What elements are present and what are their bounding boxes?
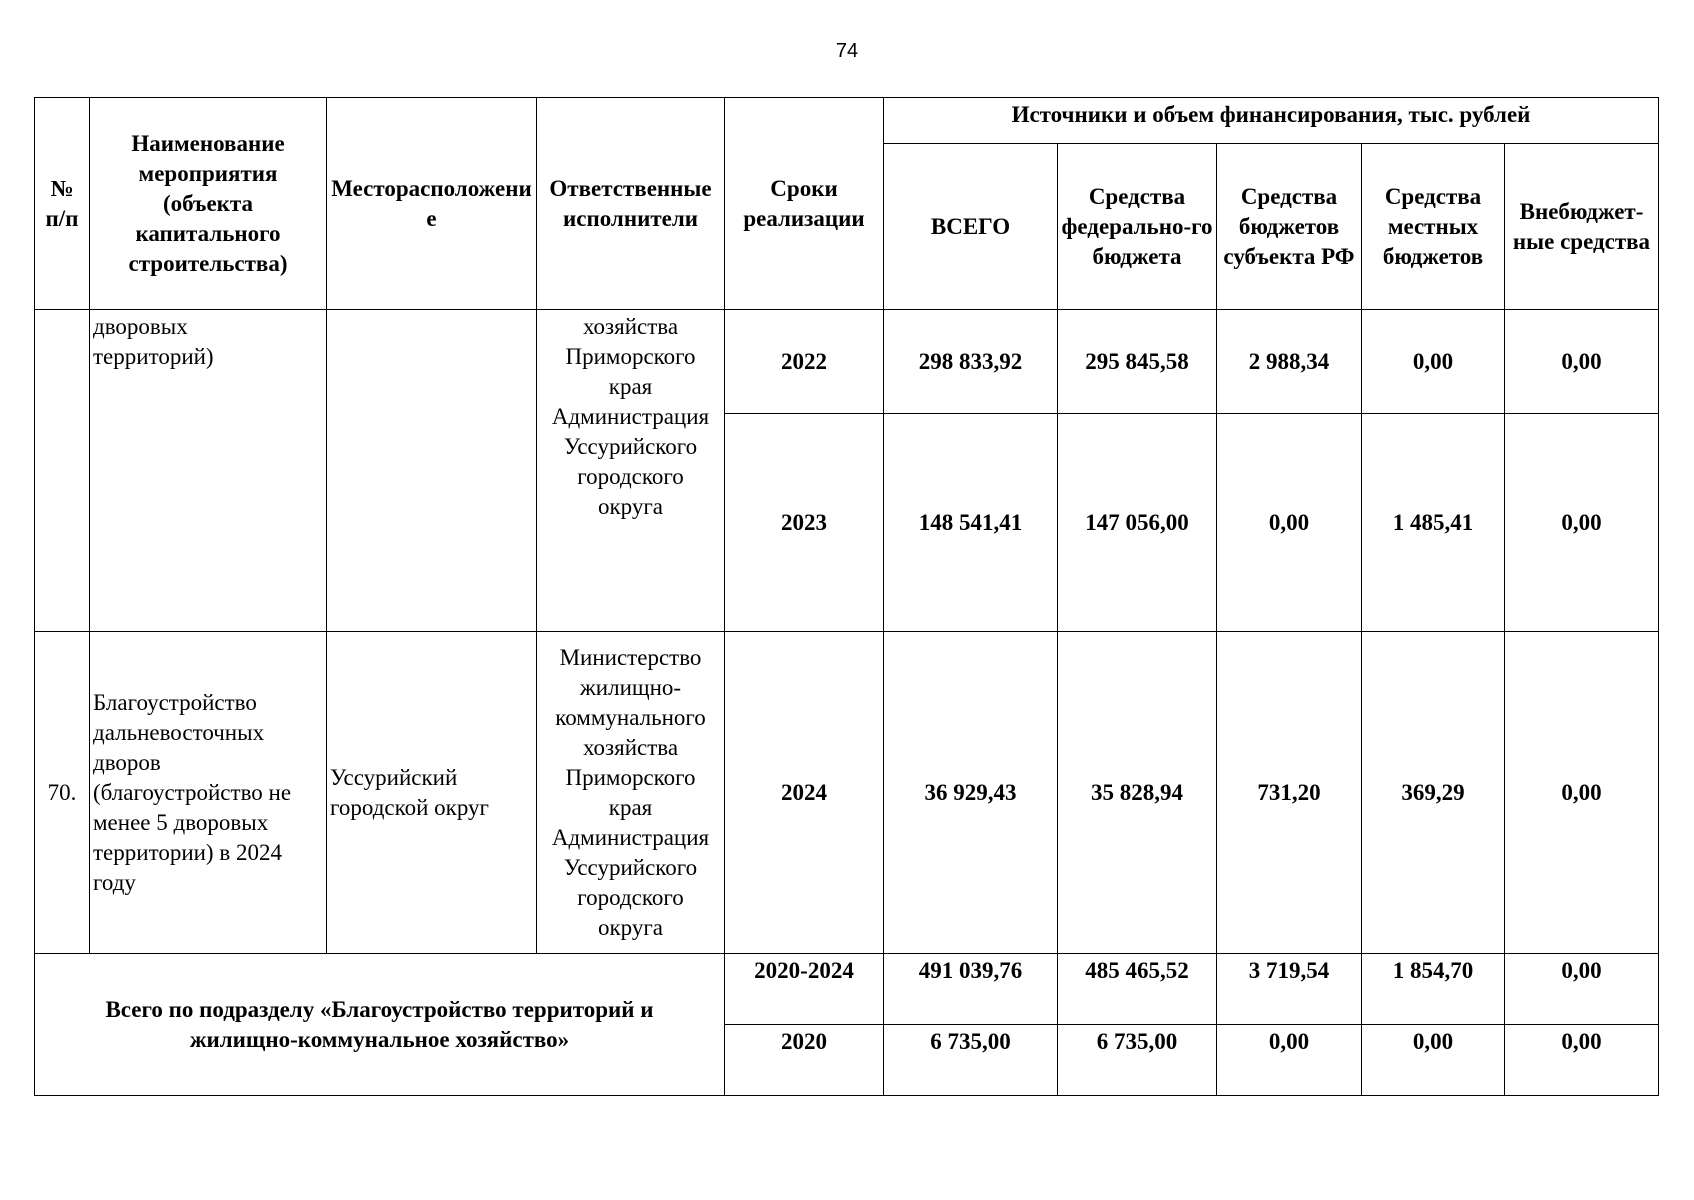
subtotal-period-2020: 2020 [725, 1025, 884, 1096]
cont-2023-regional: 0,00 [1217, 414, 1362, 632]
cont-2022-regional: 2 988,34 [1217, 310, 1362, 414]
table-row [35, 310, 1659, 414]
cont-2023-local: 1 485,41 [1362, 414, 1505, 632]
header-location: Месторасположение [327, 98, 537, 310]
subtotal-2020-extra: 0,00 [1505, 1025, 1659, 1096]
row70-responsible: Министерство жилищно- коммунального хозяйства Приморского края Администрация Уссурийского городского округа [537, 632, 725, 954]
cont-location [327, 310, 537, 632]
subtotal-label: Всего по подразделу «Благоустройство территорий и жилищно-коммунальное хозяйство» [35, 954, 725, 1096]
table-row [35, 954, 1659, 1025]
cont-2022-federal: 295 845,58 [1058, 310, 1217, 414]
header-extra: Внебюджет-ные средства [1505, 144, 1659, 310]
row70-name: Благоустройство дальневосточных дворов (благоустройство не менее 5 дворовых территории) в 2024 году [90, 632, 327, 954]
cont-2023-extra: 0,00 [1505, 414, 1659, 632]
row70-year: 2024 [725, 632, 884, 954]
subtotal-all-regional: 3 719,54 [1217, 954, 1362, 1025]
subtotal-2020-local: 0,00 [1362, 1025, 1505, 1096]
subtotal-all-federal: 485 465,52 [1058, 954, 1217, 1025]
subtotal-all-local: 1 854,70 [1362, 954, 1505, 1025]
subtotal-all-extra: 0,00 [1505, 954, 1659, 1025]
subtotal-all-total: 491 039,76 [884, 954, 1058, 1025]
subtotal-2020-federal: 6 735,00 [1058, 1025, 1217, 1096]
cont-2023-federal: 147 056,00 [1058, 414, 1217, 632]
cont-year-2023: 2023 [725, 414, 884, 632]
cont-name: дворовых территорий) [90, 310, 327, 632]
header-period: Сроки реализации [725, 98, 884, 310]
funding-table [34, 97, 1659, 1096]
header-local: Средства местных бюджетов [1362, 144, 1505, 310]
table-row [35, 632, 1659, 954]
subtotal-2020-total: 6 735,00 [884, 1025, 1058, 1096]
subtotal-period-all: 2020-2024 [725, 954, 884, 1025]
row70-location: Уссурийский городской округ [327, 632, 537, 954]
header-responsible: Ответственные исполнители [537, 98, 725, 310]
header-funding-group: Источники и объем финансирования, тыс. рублей [884, 98, 1659, 144]
cont-responsible: хозяйства Приморского края Администрация Уссурийского городского округа [537, 310, 725, 632]
row70-regional: 731,20 [1217, 632, 1362, 954]
row70-total: 36 929,43 [884, 632, 1058, 954]
header-total: ВСЕГО [884, 144, 1058, 310]
header-num: № п/п [35, 98, 90, 310]
cont-2022-total: 298 833,92 [884, 310, 1058, 414]
row70-num: 70. [35, 632, 90, 954]
cont-num [35, 310, 90, 632]
page-number: 74 [835, 40, 859, 62]
row70-federal: 35 828,94 [1058, 632, 1217, 954]
cont-2022-extra: 0,00 [1505, 310, 1659, 414]
row70-local: 369,29 [1362, 632, 1505, 954]
cont-2023-total: 148 541,41 [884, 414, 1058, 632]
subtotal-2020-regional: 0,00 [1217, 1025, 1362, 1096]
row70-extra: 0,00 [1505, 632, 1659, 954]
header-regional: Средства бюджетов субъекта РФ [1217, 144, 1362, 310]
cont-year-2022: 2022 [725, 310, 884, 414]
cont-2022-local: 0,00 [1362, 310, 1505, 414]
header-name: Наименование мероприятия (объекта капитального строительства) [90, 98, 327, 310]
header-federal: Средства федерально-го бюджета [1058, 144, 1217, 310]
